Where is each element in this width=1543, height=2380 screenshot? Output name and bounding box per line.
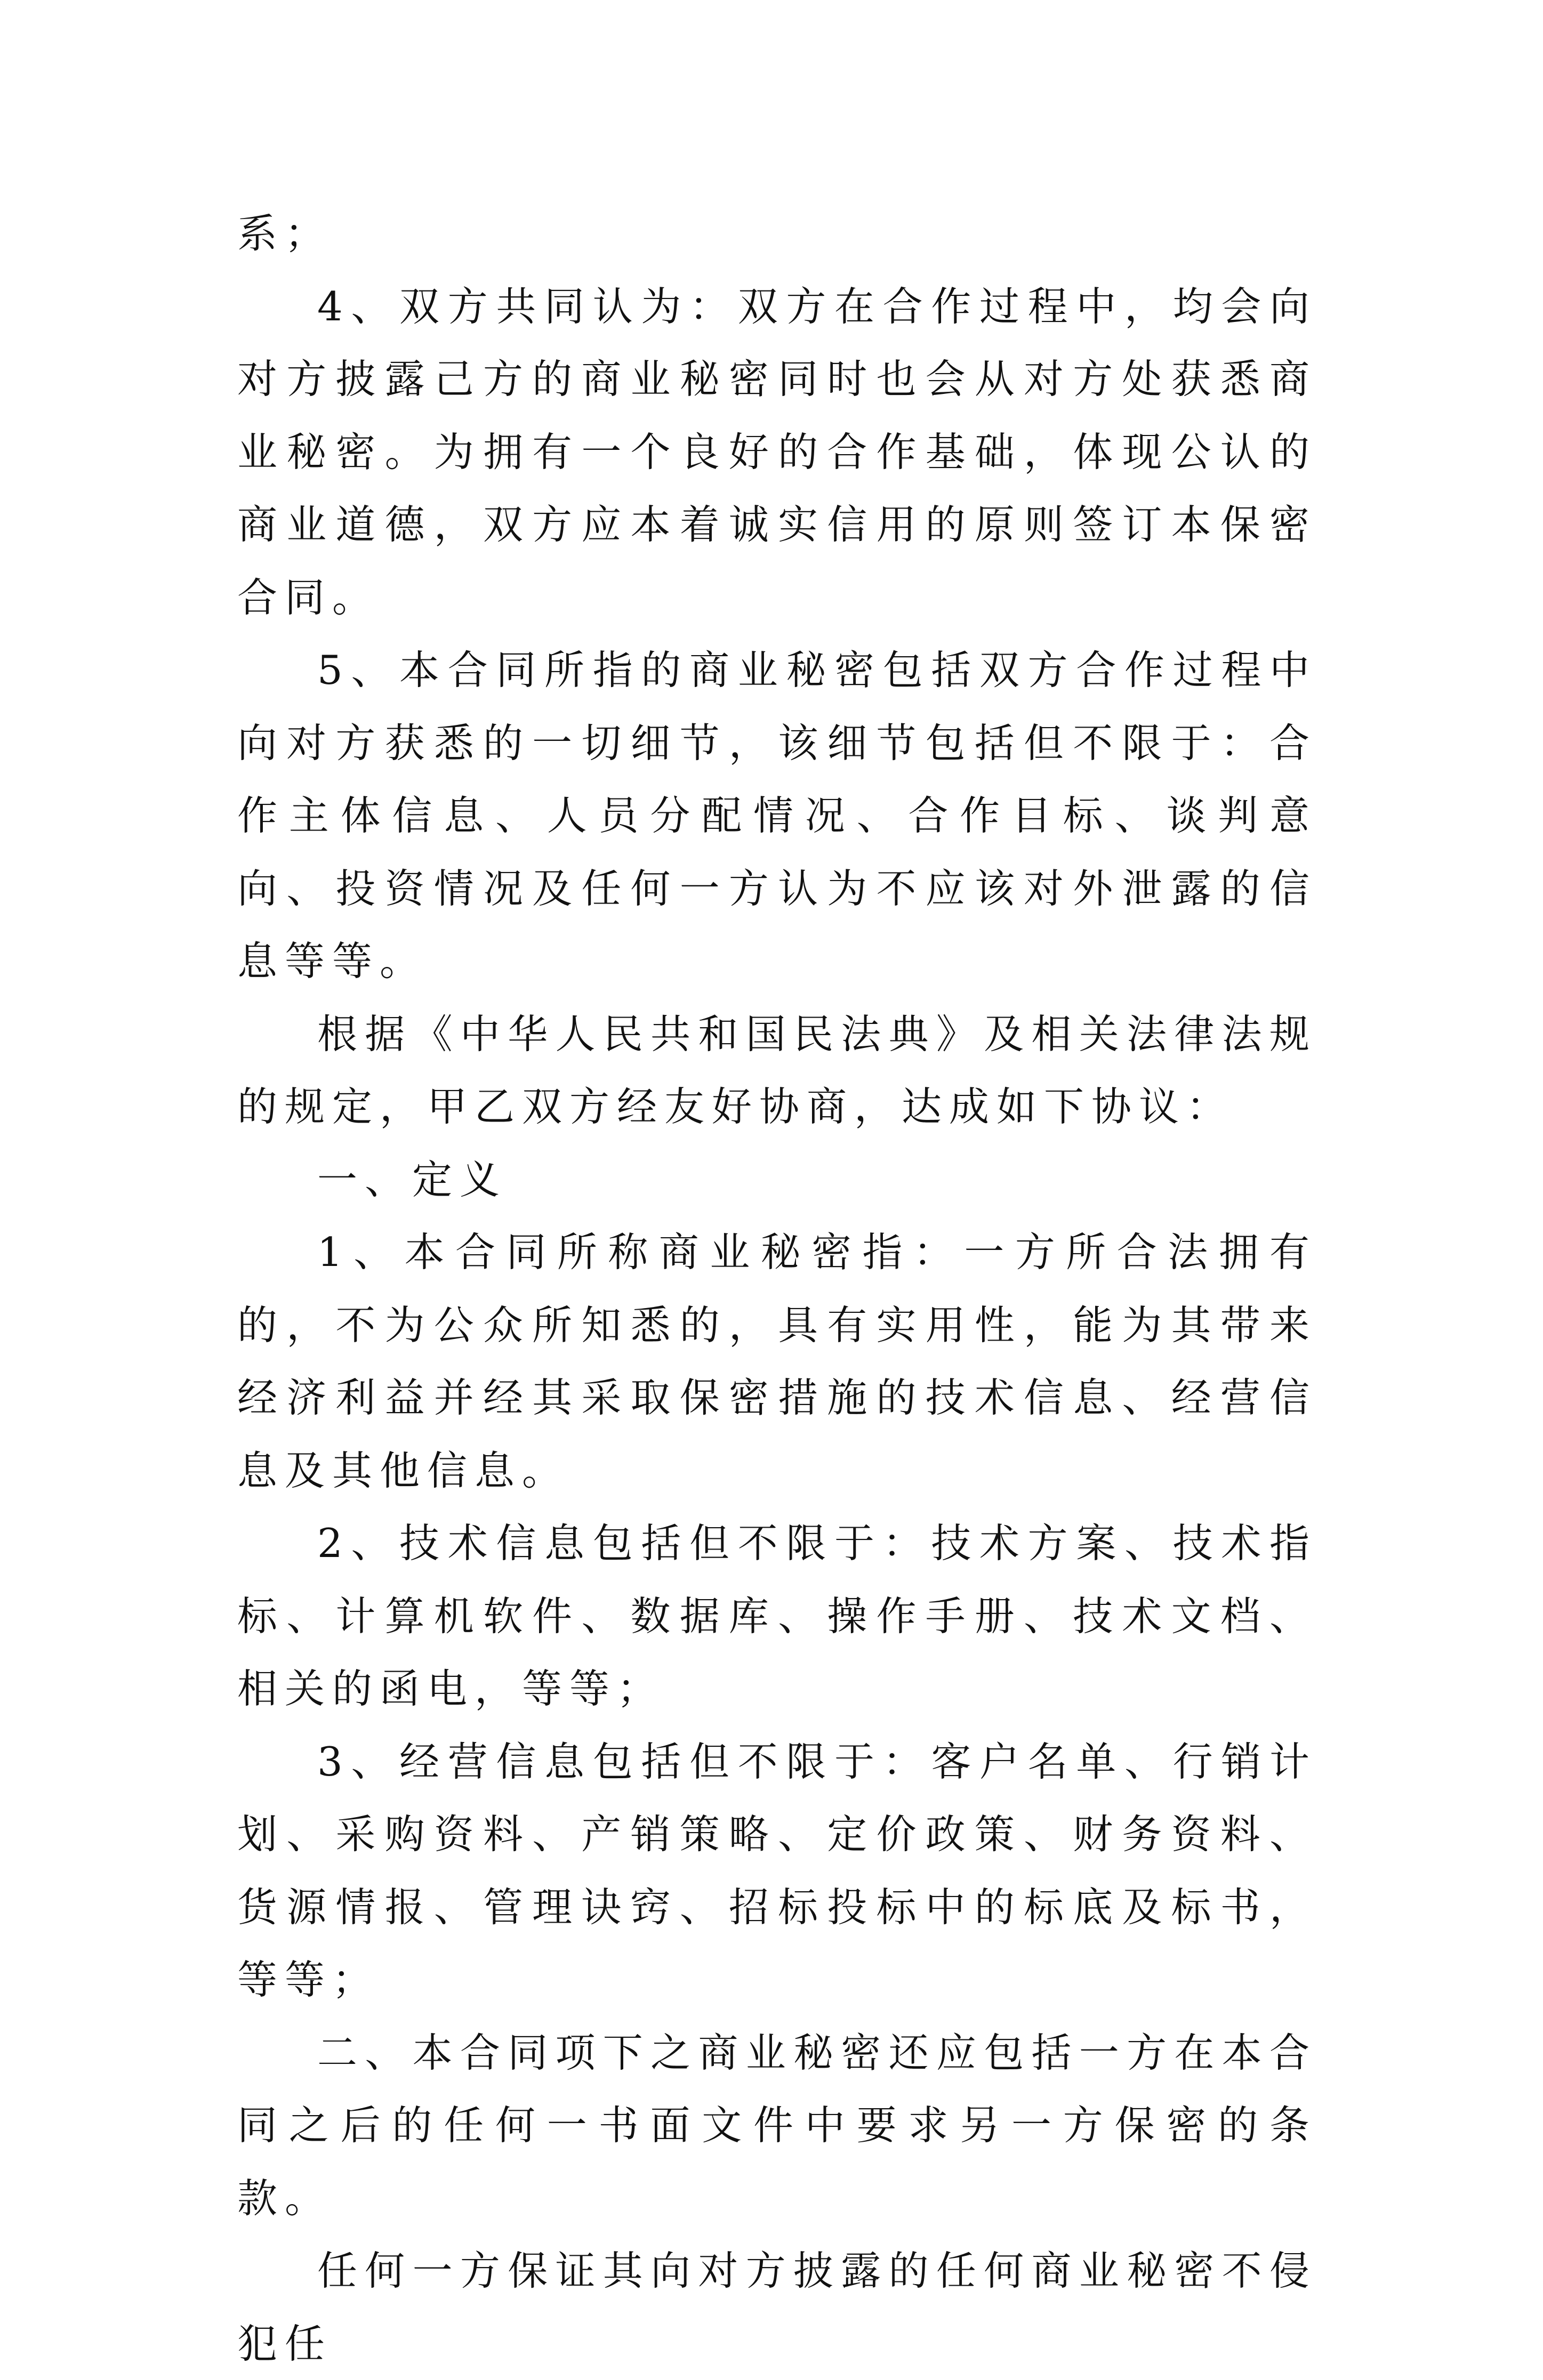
- paragraph-definition-1: 1、本合同所称商业秘密指：一方所合法拥有的，不为公众所知悉的，具有实用性，能为其带来经济利益并经其采取保密措施的技术信息、经营信息及其他信息。: [237, 1229, 1317, 1494]
- paragraph-legal-basis: 根据《中华人民共和国民法典》及相关法律法规的规定，甲乙双方经友好协商，达成如下协议：: [237, 1010, 1317, 1130]
- paragraph-continuation: 系；: [237, 210, 333, 257]
- paragraph-section-2: 二、本合同项下之商业秘密还应包括一方在本合同之后的任何一书面文件中要求另一方保密的条款。: [237, 2029, 1317, 2222]
- section-heading-definition: 一、定义: [317, 1156, 508, 1203]
- paragraph-clause-4: 4、双方共同认为：双方在合作过程中，均会向对方披露己方的商业秘密同时也会从对方处获悉商业秘密。为拥有一个良好的合作基础，体现公认的商业道德，双方应本着诚实信用的原则签订本保密合同。: [237, 283, 1317, 621]
- paragraph-definition-3: 3、经营信息包括但不限于：客户名单、行销计划、采购资料、产销策略、定价政策、财务资料、货源情报、管理诀窍、招标投标中的标底及标书，等等；: [237, 1738, 1317, 2003]
- paragraph-definition-2: 2、技术信息包括但不限于：技术方案、技术指标、计算机软件、数据库、操作手册、技术文档、相关的函电，等等；: [237, 1520, 1317, 1712]
- document-body: [237, 197, 1317, 2380]
- paragraph-clause-5: 5、本合同所指的商业秘密包括双方合作过程中向对方获悉的一切细节，该细节包括但不限于：合作主体信息、人员分配情况、合作目标、谈判意向、投资情况及任何一方认为不应该对外泄露的信息等等。: [237, 647, 1317, 985]
- paragraph-warranty: 任何一方保证其向对方披露的任何商业秘密不侵犯任: [237, 2247, 1317, 2367]
